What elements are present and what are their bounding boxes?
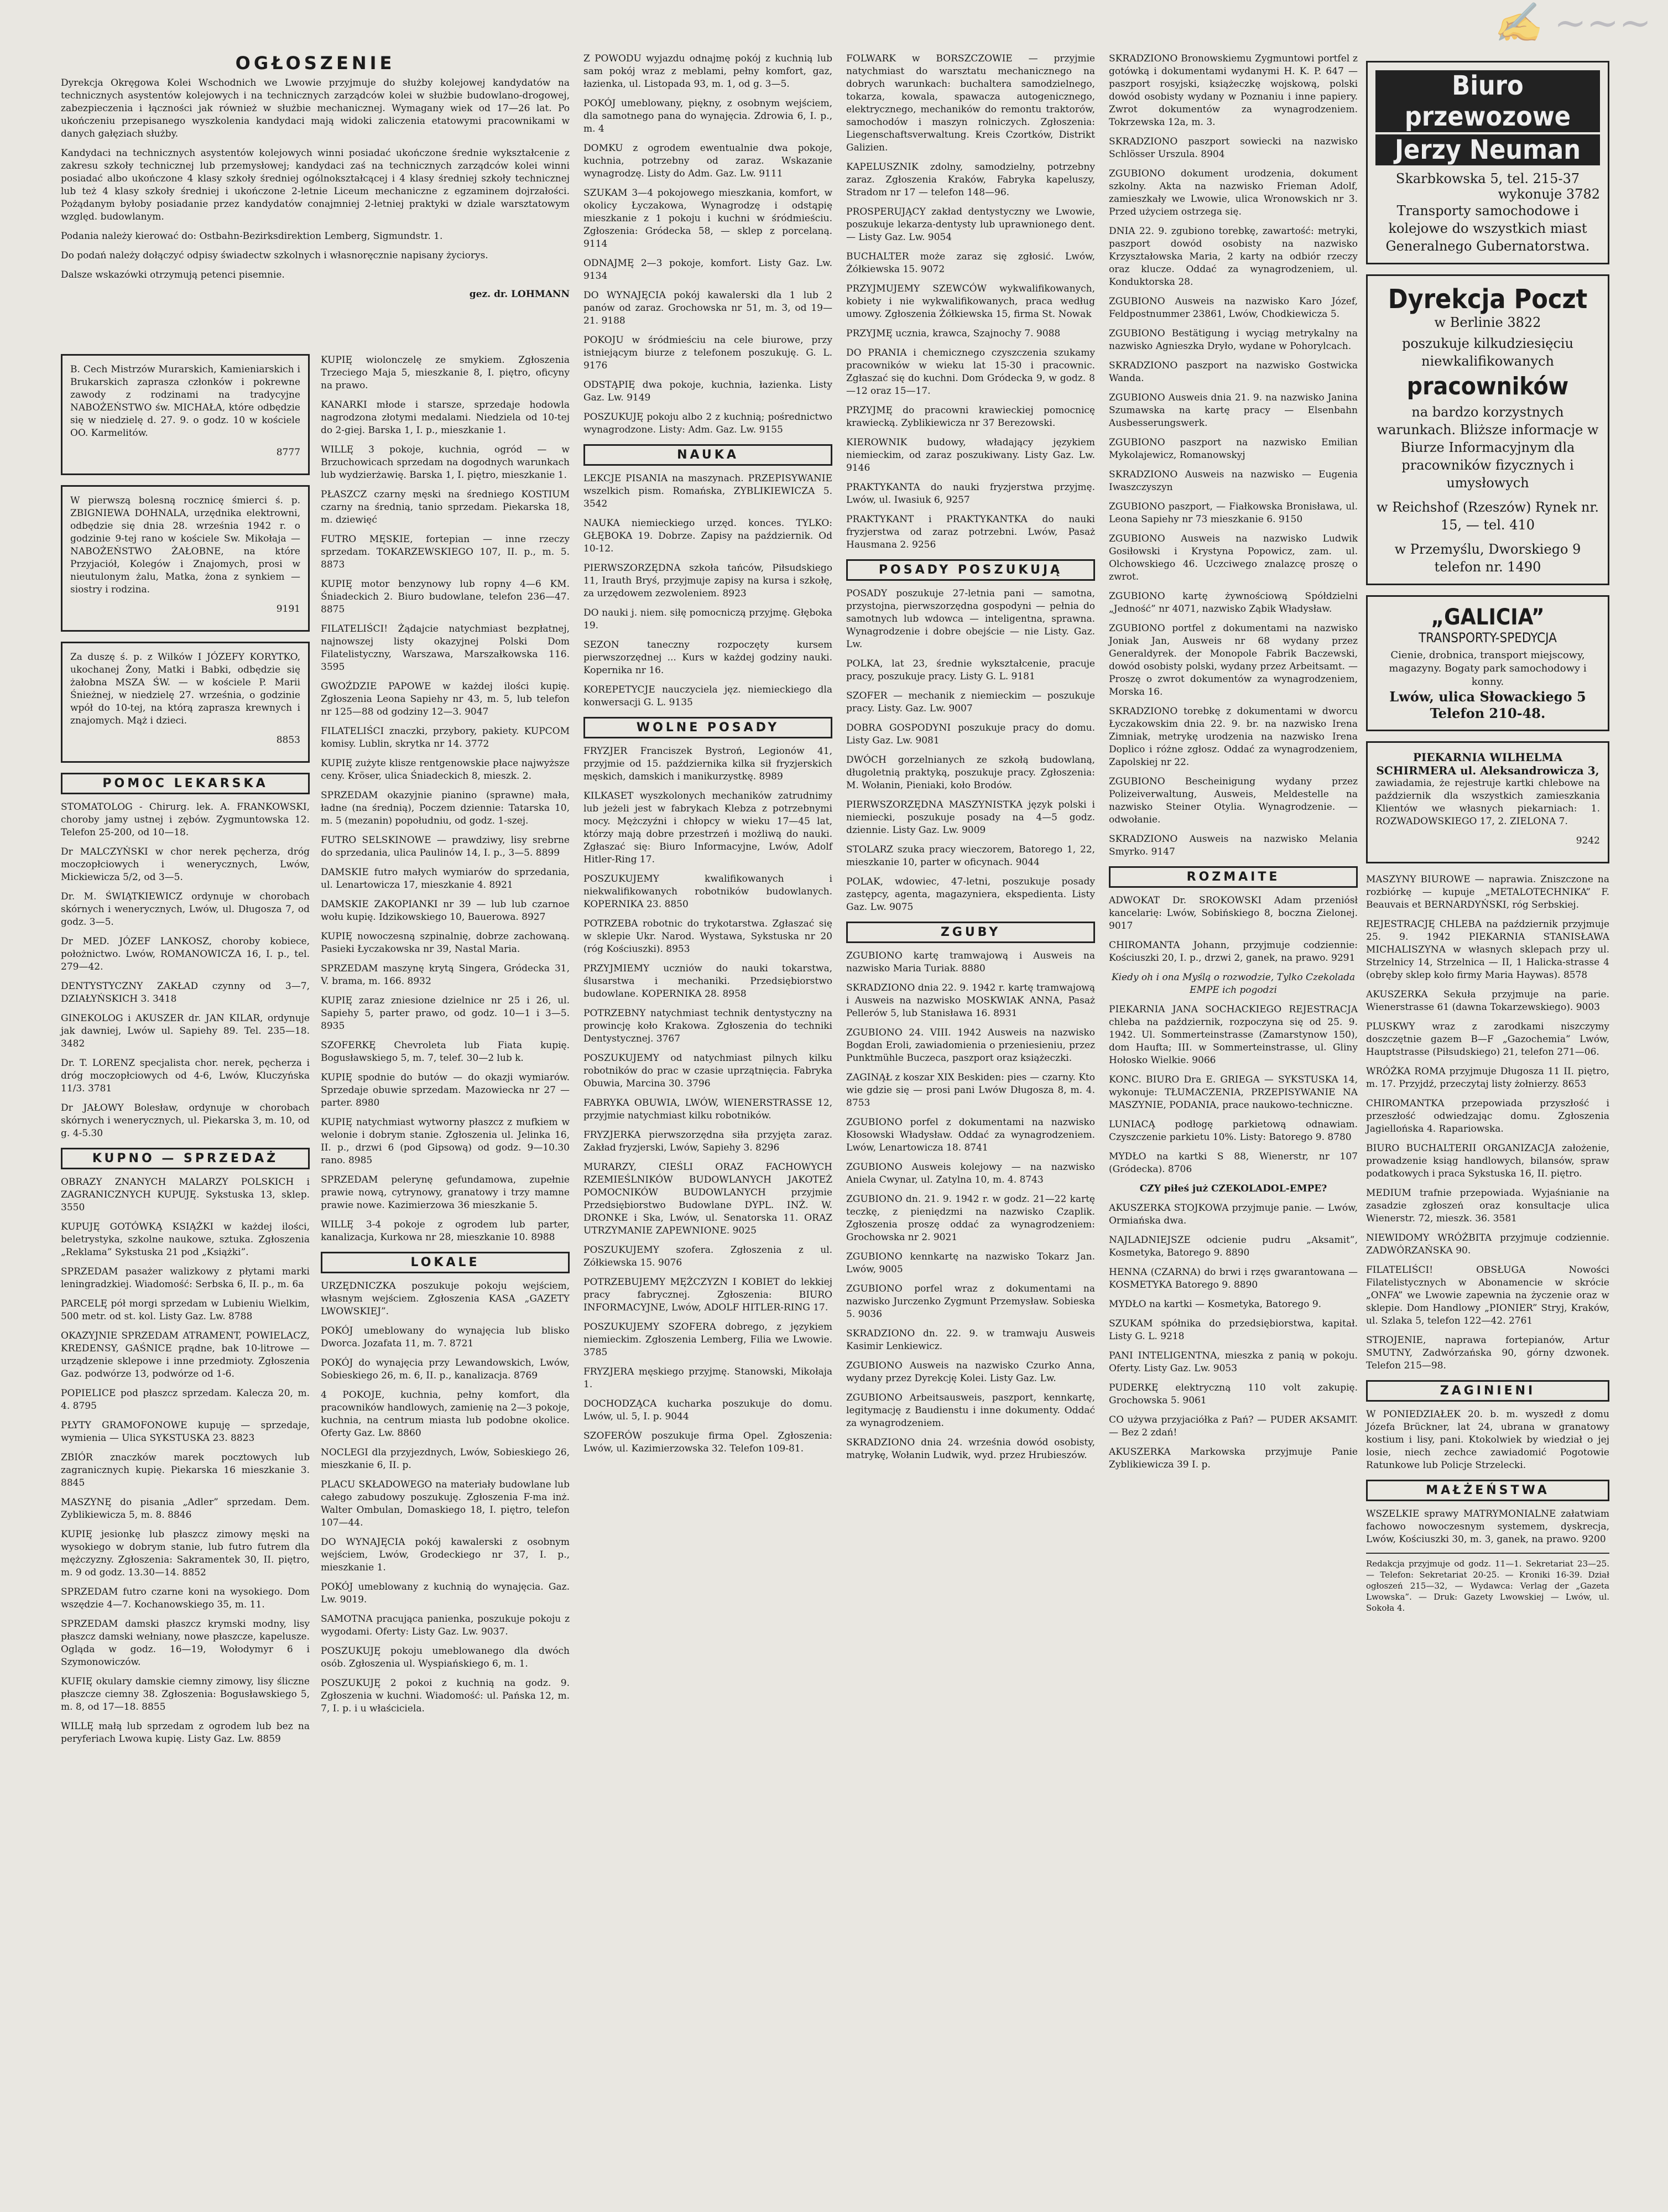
list-item: STOMATOLOG - Chirurg. lek. A. FRANKOWSKI, choroby jamy ustnej i zębów. Zygmuntowska 12. Telefon 25-200, od 10—18. (61, 801, 310, 838)
list-item: SAMOTNA pracująca panienka, poszukuje pokoju z wygodami. Oferty: Listy Gaz. Lw. 9037. (321, 1614, 570, 1637)
obituary-number: 9191 (276, 603, 300, 615)
list-item: NOCLEGI dla przyjezdnych, Lwów, Sobieskiego 26, mieszkanie 6, II. p. (321, 1447, 570, 1471)
list-item: Kiedy oh i ona Myślą o rozwodzie, Tylko Czekolada EMPE ich pogodzi (1111, 972, 1356, 996)
box-title: Biuro przewozowe (1375, 70, 1600, 132)
list-item: ZGUBIONO dokument urodzenia, dokument szkolny. Akta na nazwisko Frieman Adolf, zamieszkały we Lwowie, ulica Wronowskich nr 3. Przed użyciem ostrzega się. (1109, 168, 1358, 217)
box-place-1: w Reichshof (Rzeszów) Rynek nr. 15, — tel. 410 (1377, 499, 1599, 533)
list-item: POKÓJ umeblowany do wynajęcia lub blisko Dworca. Jozafata 11, m. 7. 8721 (321, 1325, 570, 1349)
list-item: DAMSKIE futro małych wymiarów do sprzedania, ul. Lenartowicza 17, mieszkanie 4. 8921 (321, 867, 570, 891)
list-item: PRAKTYKANTA do nauki fryzjerstwa przyjmę. Lwów, ul. Iwasiuk 6, 9257 (846, 482, 1095, 506)
list-item: POKÓJ umeblowany, piękny, z osobnym wejściem, dla samotnego pana do wynajęcia. Zdrowia 6, I. p., m. 4 (583, 98, 832, 134)
obituary-text: Za duszę ś. p. z Wilków I JÓZEFY KORYTKO, ukochanej Żony, Matki i Babki, odbędzie się żałobna MSZA ŚW. — w kościele P. Marii Śnieżnej, w niedzielę 27. września, o godzinie wpół do 10-tej, na którą zaprasza krewnych i znajomych. Mąż i dzieci. (70, 652, 300, 726)
list-item: OKAZYJNIE SPRZEDAM ATRAMENT, POWIELACZ, KREDENSY, GAŚNICE prądne, bak 10-litrowe — urządzenie sklepowe i inne przedmioty. Zgłoszenia Gaz. podwórze 13, podwórze od 1-6. (61, 1330, 310, 1380)
list-item: ZAGINĄŁ z koszar XIX Beskiden: pies — czarny. Kto wie gdzie się — prosi pani Lwów Długosza 8, m. 4. 8753 (846, 1072, 1095, 1108)
list-item: BIURO BUCHALTERII ORGANIZACJA założenie, prowadzenie ksiąg handlowych, bilansów, spraw podatkowych i praca Sykstuska 16, II. piętro. (1366, 1143, 1609, 1179)
medical-list (61, 801, 310, 1140)
ads-list (1109, 53, 1358, 858)
header-text-5: Dalsze wskazówki otrzymują petenci pisemnie. (61, 269, 285, 280)
list-item: ZGUBIONO 24. VIII. 1942 Ausweis na nazwisko Bogdan Eroli, zawiadomienia o przeniesieniu, przez Punktmühle Buczeca, paszport oraz książeczki. (846, 1027, 1095, 1064)
list-item: PANI INTELIGENTNA, mieszka z panią w pokoju. Oferty. Listy Gaz. Lw. 9053 (1109, 1350, 1358, 1374)
sale-list (61, 1176, 310, 1746)
list-item: ZGUBIONO porfel wraz z dokumentami na nazwisko Jurczenko Zygmunt Przemysław. Sobieska 5. 9036 (846, 1283, 1095, 1320)
list-item: POTRZEBA robotnic do trykotarstwa. Zgłaszać się w sklepie Ukr. Narod. Wystawa, Sykstuska nr 20 (róg Kościuszki). 8953 (583, 918, 832, 955)
list-item: WILLĘ 3 pokoje, kuchnia, ogród — w Brzuchowicach sprzedam na dogodnych warunkach lub wydzierżawię. Barska 1, I. piętro, mieszkanie 1. (321, 444, 570, 481)
list-item: KUPIĘ nowoczesną szpinalnię, dobrze zachowaną. Pasieki Łyczakowska nr 39, Nastal Maria. (321, 931, 570, 955)
list-item: KANARKI młode i starsze, sprzedaje hodowla nagrodzona złotymi medalami. Niedziela od 10-tej do 2-giej. Barska 1, I. p., mieszkanie 1. (321, 399, 570, 436)
nauka-list (583, 472, 832, 709)
list-item: SZUKAM 3—4 pokojowego mieszkania, komfort, w okolicy Łyczakowa, Wynagrodzę i odstąpię mieszkanie z 1 pokoju i kuchni w śródmieściu. Zgłoszenia: Gródecka 58, — sklep z porcelaną. 9114 (583, 188, 832, 249)
box-highlight: pracowników (1406, 372, 1569, 400)
poszukuja-list (846, 587, 1095, 914)
list-item: Dr JAŁOWY Bolesław, ordynuje w chorobach skórnych i wenerycznych, ul. Piekarska 3, m. 10, od g. 4-5.30 (61, 1102, 310, 1139)
box-number: 9242 (1576, 835, 1600, 846)
list-item: POLAK, wdowiec, 47-letni, poszukuje posady zastępcy, agenta, magazyniera, ekspedienta. Listy Gaz. Lw. 9075 (846, 876, 1095, 913)
list-item: FRYZJERA męskiego przyjmę. Stanowski, Mikołaja 1. (583, 1366, 832, 1390)
list-item: SKRADZIONO dn. 22. 9. w tramwaju Ausweis Kasimir Lenkiewicz. (846, 1328, 1095, 1352)
list-item: POKOJU w śródmieściu na cele biurowe, przy istniejącym biurze z telefonem poszukuję. G. L. 9176 (583, 335, 832, 371)
post-directorate-box (1366, 274, 1609, 585)
divider (1366, 1553, 1609, 1554)
list-item: POSZUKUJĘ pokoju albo 2 z kuchnią; pośrednictwo wynagrodzone. Listy: Adm. Gaz. Lw. 9155 (583, 412, 832, 435)
header-sign: gez. dr. LOHMANN (469, 289, 570, 300)
list-item: ZGUBIONO kartę tramwajową i Ausweis na nazwisko Maria Turiak. 8880 (846, 950, 1095, 974)
list-item: PLACU SKŁADOWEGO na materiały budowlane lub całego zabudowy poszukuję. Zgłoszenia F-ma inż. Walter Ombulan, Domaskiego 18, I. piętro, telefon 107—44. (321, 1479, 570, 1528)
list-item: BUCHALTER może zaraz się zgłosić. Lwów, Żółkiewska 15. 9072 (846, 251, 1095, 275)
list-item: FUTRO MĘSKIE, fortepian — inne rzeczy sprzedam. TOKARZEWSKIEGO 107, II. p., m. 5. 8873 (321, 534, 570, 570)
box-subtitle: w Berlinie 3822 (1434, 315, 1541, 330)
list-item: SPRZEDAM damski płaszcz krymski modny, lisy płaszcz damski wełniany, nowe płaszcze, kapelusze. Ogląda w godz. 16—19, Wołodymyr 6 i Szymonowiczów. (61, 1618, 310, 1668)
list-item: KUPIĘ jesionkę lub płaszcz zimowy męski na wysokiego w dobrym stanie, lub futro futrem dla mężczyzny. Zgłoszenia: Sakramentek 30, II. piętro, m. 9 od godz. 13.30—14. 8852 (61, 1529, 310, 1578)
list-item: SPRZEDAM maszynę krytą Singera, Gródecka 31, V. brama, m. 166. 8932 (321, 963, 570, 987)
list-item: SZOFERKĘ Chevroleta lub Fiata kupię. Bogusławskiego 5, m. 7, telef. 30—2 lub k. (321, 1040, 570, 1064)
list-item: KUPUJĘ GOTÓWKĄ KSIĄŻKI w każdej ilości, beletrystyka, szkolne naukowe, sztuka. Zgłoszenia „Reklama” Sykstuska 21 pod „Książki”. (61, 1221, 310, 1258)
list-item: MYDŁO na kartki — Kosmetyka, Batorego 9. (1109, 1299, 1322, 1310)
list-item: KUPIĘ motor benzynowy lub ropny 4—6 KM. Śniadeckich 2. Biuro budowlane, telefon 236—47. 8875 (321, 579, 570, 615)
header-text-3: Podania należy kierować do: Ostbahn-Bezirksdirektion Lemberg, Sigmundstr. 1. (61, 231, 443, 242)
box-name: Jerzy Neuman (1375, 134, 1600, 165)
section-header-zaginieni: ZAGINIENI (1366, 1380, 1609, 1402)
column-3 (583, 53, 832, 1462)
obituary-box-2 (61, 642, 310, 763)
list-item: FABRYKA OBUWIA, LWÓW, WIENERSTRASSE 12, przyjmie natychmiast kilku robotników. (583, 1097, 832, 1121)
list-item: CO używa przyjaciółka z Pań? — PUDER AKSAMIT. — Bez 2 zdań! (1109, 1414, 1358, 1438)
list-item: DO WYNAJĘCIA pokój kawalerski z osobnym wejściem, Lwów, Grodeckiego nr 37, I. p., mieszkanie 1. (321, 1537, 570, 1573)
header-text-4: Do podań należy dołączyć odpisy świadectw szkolnych i własnoręcznie napisany życiorys. (61, 250, 488, 261)
list-item: DOBRA GOSPODYNI poszukuje pracy do domu. Listy Gaz. Lw. 9081 (846, 722, 1095, 746)
list-item: FUTRO SELSKINOWE — prawdziwy, lisy srebrne do sprzedania, ulica Paulinów 14, I. p., 3—5. 8899 (321, 835, 570, 858)
list-item: PLUSKWY wraz z zarodkami niszczymy doszczętnie gazem B—F „Gazochemia” Lwów, Hauptstrasse (Piłsudskiego) 21, telefon 271—06. (1366, 1021, 1609, 1058)
column-6 (1366, 61, 1609, 1620)
list-item: GWOŹDZIE PAPOWE w każdej ilości kupię. Zgłoszenia Leona Sapiehy nr 43, m. 5, lub telefon nr 125—88 od godziny 12—3. 9047 (321, 681, 570, 717)
list-item: KIEROWNIK budowy, władający językiem niemieckim, od zaraz poszukiwany. Listy Gaz. Lw. 9146 (846, 437, 1095, 473)
list-item: Dr MED. JÓZEF LANKOSZ, choroby kobiece, położnictwo. Lwów, ROMANOWICZA 16, I. p., tel. 279—42. (61, 936, 310, 972)
section-header-lokale: LOKALE (321, 1252, 570, 1273)
list-item: ADWOKAT Dr. SROKOWSKI Adam przeniósł kancelarię: Lwów, Sobińskiego 8, boczna Zielonej. 9017 (1109, 895, 1358, 931)
list-item: PRZYJMIEMY uczniów do nauki tokarstwa, ślusarstwa i mechaniki. Przedsiębiorstwo budowlane. KOPERNIKA 28. 8958 (583, 963, 832, 1000)
list-item: FRYZJER Franciszek Bystroń, Legionów 41, przyjmie od 15. października kilka sił fryzjerskich męskich, damskich i manikurzystkę. 8989 (583, 746, 832, 782)
list-item: MASZYNY BIUROWE — naprawia. Zniszczone na rozbiórkę — kupuje „METALOTECHNIKA” F. Beauvais et BERNARDYŃSKI, róg Serbskiej. (1366, 874, 1609, 910)
missing-notice: W PONIEDZIAŁEK 20. b. m. wyszedł z domu Józefa Brückner, lat 24, ubrana w granatowy kostium i lisy, pani. Ktokolwiek by wiedział o jej losie, niech zechce zawiadomić Pogotowie Ratunkowe lub Policje Strzelecki. (1366, 1409, 1609, 1471)
list-item: DO WYNAJĘCIA pokój kawalerski dla 1 lub 2 panów od zaraz. Grochowska nr 51, m. 3, od 19—21. 9188 (583, 290, 832, 326)
list-item: CHIROMANTKA przepowiada przyszłość i przeszłość odwiedzając domu. Zgłoszenia Jagiellońska 4. Rapariowska. (1366, 1098, 1609, 1134)
list-item: MYDŁO na kartki S 88, Wienerstr, nr 107 (Gródecka). 8706 (1109, 1151, 1358, 1175)
section-header-nauka: NAUKA (583, 444, 832, 466)
posady-list (583, 745, 832, 1455)
list-item: WILLĘ 3-4 pokoje z ogrodem lub parter, kanalizacja, Kurkowa nr 28, mieszkanie 10. 8988 (321, 1219, 570, 1243)
list-item: SEZON taneczny rozpoczęty kursem pierwszorzędnej ... Kurs w każdej godziny nauki. Kopernika nr 16. (583, 639, 832, 676)
header-text: Dyrekcja Okręgowa Kolei Wschodnich we Lwowie przyjmuje do służby kolejowej kandydatów na technicznych asystentów kolejowych i na technicznych zarządców kolei w służbie budowlano-drogowej, zabezpieczenia i łączności jak również w służbie mechanicznej. Wymagany wiek od 17—26 lat. Po ukończeniu przepisanego wyszkolenia kandydaci mają widoki zaliczenia etatowymi pracownikami w danych gałęziach służby. (61, 77, 570, 139)
list-item: KUPIĘ wiolonczelę ze smykiem. Zgłoszenia Trzeciego Maja 5, mieszkanie 8, I. piętro, oficyny na prawo. (321, 355, 570, 391)
list-item: POLKA, lat 23, średnie wykształcenie, pracuje pracy, poszukuje pracy. Listy G. L. 9181 (846, 658, 1095, 682)
list-item: DOCHODZĄCA kucharka poszukuje do domu. Lwów, ul. 5, I. p. 9044 (583, 1398, 832, 1422)
list-item: FILATELIŚCI! Żądajcie natychmiast bezpłatnej, najnowszej listy okazyjnej Polski Dom Filatelistyczny, Warszawa, Marszałkowska 116. 3595 (321, 623, 570, 673)
list-item: WILLĘ małą lub sprzedam z ogrodem lub bez na peryferiach Lwowa kupię. Listy Gaz. Lw. 8859 (61, 1721, 310, 1745)
obituary-text: W pierwszą bolesną rocznicę śmierci ś. p. ZBIGNIEWA DOHNALA, urzędnika elektrowni, odbędzie się dnia 28. września 1942 r. o godzinie 9-tej rano w kościele Sw. Mikołaja — NABOŻEŃSTWO ŻAŁOBNE, na które Przyjaciół, Kolegów i Znajomych, prosi w nieutulonym żalu, Matka, żona z synkiem — siostry i rodzina. (70, 495, 300, 595)
list-item: KUPIĘ spodnie do butów — do okazji wymiarów. Sprzedaje obuwie sprzedam. Mazowiecka nr 27 — parter. 8980 (321, 1072, 570, 1108)
list-item: ZBIÓR znaczków marek pocztowych lub zagranicznych kupię. Piekarska 16 mieszkanie 3. 8845 (61, 1452, 310, 1488)
list-item: ZGUBIONO dn. 21. 9. 1942 r. w godz. 21—22 kartę teczkę, z pieniędzmi na nazwisko Czaplik. Zgłoszenia proszę oddać za wynagrodzeniem: Grochowska nr 2. 9021 (846, 1194, 1095, 1243)
header-text-2: Kandydaci na technicznych asystentów kolejowych winni posiadać ukończone średnie wykształcenie z zakresu szkoły technicznej lub przemysłowej; kandydaci zaś na technicznych zarządców kolei winni posiadać albo ukończone 4 klasy szkoły średniej ogólnokształcącej i 4 klasy średniej szkoły technicznej lub też 4 klasy szkoły średniej i ukończone 2-letnie Liceum mechaniczne z egzaminem dojrzałości. Pożądanym byłoby posiadanie przez kandydatów conajmniej 2-letniej praktyki w dziale warsztatowym względ. budowlanym. (61, 148, 570, 222)
column-5 (1109, 53, 1358, 1478)
list-item: SKRADZIONO paszport sowiecki na nazwisko Schlösser Urszula. 8904 (1109, 136, 1358, 160)
list-item: PROSPERUJĄCY zakład dentystyczny we Lwowie, poszukuje lekarza-dentysty lub uprawnionego dent. — Listy Gaz. Lw. 9054 (846, 206, 1095, 243)
section-header-zguby: ZGUBY (846, 922, 1095, 943)
list-item: FOLWARK w BORSZCZOWIE — przyjmie natychmiast do warsztatu mechanicznego na dobrych warunkach: buchaltera samodzielnego, tokarza, kowala, spawacza autogenicznego, elektrycznego, mechaników do remontu traktorów, samochodów i maszyn rolniczych. Zgłoszenia: Liegenschaftsverwaltung. Kreis Czortków, Distrikt Galizien. (846, 53, 1095, 153)
box-number: wykonuje 3782 (1498, 186, 1600, 202)
list-item: DO nauki j. niem. siłę pomocniczą przyjmę. Głęboka 19. (583, 607, 832, 631)
list-item: NAUKA niemieckiego urzęd. konces. TYLKO: GŁĘBOKA 19. Dobrze. Zapisy na październik. Od 10-12. (583, 518, 832, 554)
header-title: OGŁOSZENIE (235, 53, 395, 74)
box-title: Dyrekcja Poczt (1388, 284, 1588, 315)
box-subtitle: TRANSPORTY-SPEDYCJA (1419, 630, 1557, 646)
section-header-posady-poszukuja: POSADY POSZUKUJĄ (846, 559, 1095, 581)
marriage-notice: WSZELKIE sprawy MATRYMONIALNE załatwiam fachowo nowoczesnym systemem, dyskrecja, Lwów, Kościuszki 30, m. 3, ganek, na prawo. 9200 (1366, 1508, 1609, 1545)
section-header-medical: POMOC LEKARSKA (61, 773, 310, 794)
section-header-rozmaite: ROZMAITE (1109, 866, 1358, 888)
list-item: SZOFERÓW poszukuje firma Opel. Zgłoszenia: Lwów, ul. Kazimierzowska 32. Telefon 109-81. (583, 1430, 832, 1454)
list-item: SZOFER — mechanik z niemieckim — poszukuje pracy. Listy. Gaz. Lw. 9007 (846, 690, 1095, 714)
list-item: ZGUBIONO Ausweis na nazwisko Ludwik Gosiłowski i Krystyna Popowicz, zam. ul. Olchowskiego 46. Uczciwego znalazcę proszę o zwrot. (1109, 533, 1358, 582)
list-item: ZGUBIONO kartę żywnościową Spółdzielni „Jedność” nr 4071, nazwisko Ząbik Władysław. (1109, 591, 1358, 615)
list-item: LUNIACĄ podłogę parkietową odnawiam. Czyszczenie parkietu 10%. Listy: Batorego 9. 8780 (1109, 1119, 1358, 1143)
list-item: POSADY poszukuje 27-letnia pani — samotna, przystojna, pierwszorzędna gospodyni — pełnia do samotnych lub wdowca — inteligentna, sprawna. Wynagrodzenie i dobre obejście — nie Listy. Gaz. Lw. (846, 588, 1095, 650)
obituary-number: 8853 (276, 735, 300, 746)
list-item: PŁASZCZ czarny męski na średniego KOSTIUM czarny na średnią, tanio sprzedam. Piekarska 18, m. dziewięć (321, 489, 570, 525)
list-item: MASZYNĘ do pisania „Adler” sprzedam. Dem. Zyblikiewicza 5, m. 8. 8846 (61, 1497, 310, 1521)
list-item: DWÓCH gorzelnianych ze szkołą budowlaną, długoletnią praktyką, poszukuje pracy. Zgłoszenia: M. Wołanin, Pieniaki, koło Brodów. (846, 754, 1095, 791)
list-item: ZGUBIONO Ausweis na nazwisko Czurko Anna, wydany przez Dyrekcję Kolei. Listy Gaz. Lw. (846, 1360, 1095, 1384)
list-item: ZGUBIONO Bescheinigung wydany przez Polizeiverwaltung, Ausweis, Meldestelle na nazwisko Steiner Otylia. Wynagrodzenie. — odwołanie. (1109, 776, 1358, 825)
bakery-box (1366, 741, 1609, 863)
notice-number: 8777 (276, 447, 300, 458)
ads-list (846, 53, 1095, 551)
list-item: POKÓJ umeblowany z kuchnią do wynajęcia. Gaz. Lw. 9019. (321, 1581, 570, 1605)
box-text: Cienie, drobnica, transport miejscowy, magazyny. Bogaty park samochodowy i konny. (1389, 649, 1587, 688)
footer-imprint: Redakcja przyjmuje od godz. 11—1. Sekretariat 23—25. — Telefon: Sekretariat 20-25. — Kroniki 16-39. Dział ogłoszeń 215—32, — Wydawca: Verlag der „Gazeta Lwowska”. — Druk: Gazety Lwowskiej — Lwów, ul. Sokoła 4. (1366, 1559, 1609, 1613)
column-1 (61, 354, 310, 1752)
list-item: ODSTĄPIĘ dwa pokoje, kuchnia, łazienka. Listy Gaz. Lw. 9149 (583, 379, 832, 403)
box-address: Skarbkowska 5, tel. 215-37 (1395, 171, 1580, 186)
list-item: ZGUBIONO Bestätigung i wyciąg metrykalny na nazwisko Agnieszka Dryło, wydane w Pohorylcach. (1109, 328, 1358, 352)
list-item: FRYZJERKA pierwszorzędna siła przyjęta zaraz. Zakład fryzjerski, Lwów, Sapiehy 3. 8296 (583, 1130, 832, 1153)
list-item: POTRZEBNY natychmiast technik dentystyczny na prowincję koło Krakowa. Zgłoszenia do techniki Dentystycznej. 3767 (583, 1008, 832, 1044)
list-item: SPRZEDAM pasażer walizkowy z płytami marki leningradzkiej. Wiadomość: Serbska 6, II. p., m. 6a (61, 1266, 310, 1290)
list-item: 4 POKOJE, kuchnia, pełny komfort, dla pracowników handlowych, zamienię na 2—3 pokoje, kuchnia, na centrum miasta lub podobne okolice. Oferty Gaz. Lw. 8860 (321, 1389, 570, 1439)
list-item: SKRADZIONO paszport na nazwisko Gostwicka Wanda. (1109, 360, 1358, 384)
list-item: NAJLADNIEJSZE odcienie pudru „Aksamit”, Kosmetyka, Batorego 9. 8890 (1109, 1235, 1358, 1258)
column-4 (846, 53, 1095, 1469)
handwritten-mark: ✍ ~~~ (1493, 0, 1651, 45)
list-item: KUFIĘ okulary damskie ciemny zimowy, lisy śliczne płaszcze ciemny 38. Zgłoszenia: Bogusławskiego 5, m. 8, od 17—18. 8855 (61, 1676, 310, 1713)
ads-list (1366, 873, 1609, 1372)
ads-list (583, 53, 832, 436)
notice-text: B. Cech Mistrzów Murarskich, Kamieniarskich i Brukarskich zaprasza członków i pokrewne zawody z rodzinami na tradycyjne NABOŻEŃSTWO św. MICHAŁA, które odbędzie się w niedzielę d. 27. 9. o godz. 10 w kościele OO. Karmelitów. (70, 364, 300, 439)
list-item: DO PRANIA i chemicznego czyszczenia szukamy pracowników w wieku lat 15-30 i pracownic. Zgłaszać się do kuchni. Dom Gródecka 9, w godz. 8—12 oraz 15—17. (846, 347, 1095, 397)
column-2 (321, 354, 570, 1722)
list-item: ZGUBIONO porfel z dokumentami na nazwisko Kłosowski Władysław. Oddać za wynagrodzeniem. Lwów, Lenartowicza 18. 8741 (846, 1117, 1095, 1153)
list-item: ZGUBIONO Arbeitsausweis, paszport, kennkartę, legitymację z Baudienstu i inne dokumenty. Oddać za wynagrodzeniem. (846, 1392, 1095, 1429)
list-item: SKRADZIONO Bronowskiemu Zygmuntowi portfel z gotówką i dokumentami wydanymi H. K. P. 647 — paszport rosyjski, książeczkę wojskową, polski dowód osobisty wydany w Poznaniu i inne papiery. Zwrot dokumentów za wynagrodzeniem. Tokrzewska 12a, m. 3. (1109, 53, 1358, 128)
list-item: POSZUKUJĘ 2 pokoi z kuchnią na godz. 9. Zgłoszenia w kuchni. Wiadomość: ul. Pańska 12, m. 7, I. p. i u właściciela. (321, 1678, 570, 1714)
list-item: LEKCJE PISANIA na maszynach. PRZEPISYWANIE wszelkich pism. Romańska, ZYBLIKIEWICZA 5. 3542 (583, 473, 832, 509)
list-item: PRZYJMĘ ucznia, krawca, Szajnochy 7. 9088 (846, 328, 1061, 339)
list-item: POPIELICE pod płaszcz sprzedam. Kalecza 20, m. 4. 8795 (61, 1388, 310, 1412)
list-item: AKUSZERKA STOJKOWA przyjmuje panie. — Lwów, Ormiańska dwa. (1109, 1203, 1358, 1226)
list-item: SPRZEDAM pelerynę gefundamowa, zupełnie prawie nową, cytrynowy, granatowy i trzy mamne prawie nowe. Kazimierzowa 36 mieszkanie 5. (321, 1174, 570, 1211)
list-item: STROJENIE, naprawa fortepianów, Artur SMUTNY, Zadwórzańska 90, górny dzwonek. Telefon 215—98. (1366, 1335, 1609, 1371)
list-item: KAPELUSZNIK zdolny, samodzielny, potrzebny zaraz. Zgłoszenia Kraków, Fabryka kapeluszy, Stradom nr 17 — telefon 148—96. (846, 162, 1095, 198)
section-header-malzenstwa: MAŁŻEŃSTWA (1366, 1480, 1609, 1501)
list-item: CZY piłeś już CZEKOLADOL-EMPE? (1139, 1183, 1327, 1194)
list-item: Dr MALCZYŃSKI w chor nerek pęcherza, dróg moczopłciowych i wenerycznych, Lwów, Mickiewicza 5/2, od 3—5. (61, 846, 310, 883)
list-item: OBRAZY ZNANYCH MALARZY POLSKICH i ZAGRANICZNYCH KUPUJĘ. Sykstuska 13, sklep. 3550 (61, 1177, 310, 1213)
box-text: zawiadamia, że rejestruje kartki chlebowe na październik dla wszystkich zamieszkania Klientów we własnych piekarniach: 1. ROZWADOWSKIEGO 17, 2. ZIELONA 7. (1375, 778, 1600, 827)
list-item: ZGUBIONO Ausweis na nazwisko Karo Józef, Feldpostnummer 23861, Lwów, Chodkiewicza 5. (1109, 296, 1358, 320)
list-item: KILKASET wyszkolonych mechaników zatrudnimy lub jeżeli jest w fabrykach Klebza z potrzebnymi mocy. Mężczyźni i chłopcy w wieku 17—45 lat, którzy mają dobre przestrzeń i możliwą do nauki. Zgłaszać się: Biuro Informacyjne, Lwów, Adolf Hitler-Ring 17. (583, 790, 832, 865)
list-item: PRZYJMUJEMY SZEWCÓW wykwalifikowanych, kobiety i nie wykwalifikowanych, praca według umowy. Zgłoszenia Żółkiewska 15, firma St. Nowak (846, 283, 1095, 320)
list-item: REJESTRACJĘ CHLEBA na październik przyjmuje 25. 9. 1942 PIEKARNIA STANISŁAWA MICHALISZYNA w własnych sklepach przy ul. Strzelnicy 14, Strzelnica — II, 1 Halicka-strasse 4 (obręby sklep koło firmy Maria Haywas). 8578 (1366, 919, 1609, 981)
list-item: AKUSZERKA Sekuła przyjmuje na parie. Wienerstrasse 61 (dawna Tokarzewskiego). 9003 (1366, 989, 1609, 1013)
list-item: AKUSZERKA Markowska przyjmuje Panie Zyblikiewicza 39 I. p. (1109, 1446, 1358, 1470)
list-item: PIERWSZORZĘDNA MASZYNISTKA język polski i niemiecki, poszukuje posady na 4—5 godz. dziennie. Listy Gaz. Lw. 9009 (846, 799, 1095, 836)
list-item: HENNA (CZARNA) do brwi i rzęs gwarantowana — KOSMETYKA Batorego 9. 8890 (1109, 1267, 1358, 1290)
list-item: PRAKTYKANT i PRAKTYKANTKA do nauki fryzjerstwa od zaraz potrzebni. Lwów, Pasaż Hausmana 2. 9256 (846, 514, 1095, 550)
list-item: SKRADZIONO Ausweis na nazwisko Melania Smyrko. 9147 (1109, 834, 1358, 857)
list-item: DAMSKIE ZAKOPIANKI nr 39 — lub lub czarnoe wołu kupię. Idzikowskiego 10, Bauerowa. 8927 (321, 899, 570, 923)
box-text: poszukuje kilkudziesięciu niewkalifikowanych (1401, 336, 1574, 369)
list-item: POSZUKUJĘ pokoju umeblowanego dla dwóch osób. Zgłoszenia ul. Wyspiańskiego 6, m. 1. (321, 1646, 570, 1669)
obituary-box-1 (61, 485, 310, 632)
galicia-box (1366, 595, 1609, 731)
list-item: ZGUBIONO paszport na nazwisko Emilian Mykolajewicz, Romanowskyj (1109, 437, 1358, 461)
rozmaite-list (1109, 894, 1358, 1471)
list-item: MURARZY, CIEŚLI ORAZ FACHOWYCH RZEMIEŚLNIKÓW BUDOWLANYCH JAKOTEŻ POMOCNIKÓW BUDOWLANYCH przyjmie Przedsiębiorstwo Budowlane DYPL. INŻ. W. DRONKE i Ska, Lwów, ul. Senatorska 11. ORAZ UTRZYMANIE ZAPEWNIONE. 9025 (583, 1162, 832, 1236)
list-item: Z POWODU wyjazdu odnajmę pokój z kuchnią lub sam pokój wraz z meblami, pełny komfort, gaz, łazienka, ul. Listopada 93, m. 1, od g. 3—5. (583, 53, 832, 90)
list-item: DNIA 22. 9. zgubiono torebkę, zawartość: metryki, paszport dowód osobisty na nazwisko Krzyształowska Maria, 2 karty na odbiór rzeczy oraz klucze. Oddać za wynagrodzeniem, ul. Konduktorska 28. (1109, 226, 1358, 288)
list-item: ZGUBIONO Ausweis kolejowy — na nazwisko Aniela Cwynar, ul. Zatylna 10, m. 4. 8743 (846, 1162, 1095, 1185)
list-item: POTRZEBUJEMY MĘŻCZYZN I KOBIET do lekkiej pracy fabrycznej. Zgłoszenia: BIURO INFORMACYJNE, Lwów, ADOLF HITLER-RING 17. (583, 1277, 832, 1313)
list-item: ZGUBIONO kennkartę na nazwisko Tokarz Jan. Lwów, 9005 (846, 1251, 1095, 1275)
notice-box-1 (61, 354, 310, 475)
list-item: ZGUBIONO portfel z dokumentami na nazwisko Joniak Jan, Ausweis nr 68 wydany przez Generaldyrek. der Monopole Fabrik Baczewski, dowód osobisty polski, wydany przez Arbeitsamt. — Proszę o zwrot dokumentów za wynagrodzeniem, Morska 16. (1109, 623, 1358, 698)
list-item: FILATELIŚCI znaczki, przybory, pakiety. KUPCOM komisy. Lublin, skrytka nr 14. 3772 (321, 726, 570, 750)
box-place-2: w Przemyślu, Dworskiego 9 telefon nr. 1490 (1394, 542, 1581, 575)
list-item: PŁYTY GRAMOFONOWE kupuję — sprzedaje, wymienia — Ulica SYKSTUSKA 23. 8823 (61, 1420, 310, 1444)
box-text-2: na bardzo korzystnych warunkach. Bliższe informacje w Biurze Informacyjnym dla pracowników fizycznych i umysłowych (1377, 404, 1599, 491)
list-item: MEDIUM trafnie przepowiada. Wyjaśnianie na zasadzie zgłoszeń oraz konsultacje ulica Wienerstr. 72, mieszk. 36. 3581 (1366, 1188, 1609, 1224)
section-header-sale: KUPNO — SPRZEDAŻ (61, 1148, 310, 1169)
transport-office-box (1366, 61, 1609, 264)
list-item: SPRZEDAM futro czarne koni na wysokiego. Dom wszędzie 4—7. Kochanowskiego 35, m. 11. (61, 1586, 310, 1610)
list-item: POSZUKUJEMY od natychmiast pilnych kilku robotników do prac w czasie uprzątnięcia. Fabryka Obuwia, Marcina 30. 3796 (583, 1053, 832, 1089)
list-item: KUPIĘ natychmiast wytworny płaszcz z mufkiem w welonie i dobrym stanie. Zgłoszenia ul. Jelinka 16, II. p., drzwi 6 (pod Gipsową) od godz. 9—10.30 rano. 8985 (321, 1117, 570, 1166)
list-item: SKRADZIONO Ausweis na nazwisko — Eugenia Iwaszczyszyn (1109, 469, 1358, 493)
list-item: POKÓJ do wynajęcia przy Lewandowskich, Lwów, Sobieskiego 26, m. 6, II. p., kanalizacja. 8769 (321, 1357, 570, 1381)
list-item: POSZUKUJEMY szofera. Zgłoszenia z ul. Zółkiewska 15. 9076 (583, 1245, 832, 1268)
list-item: SKRADZIONO torebkę z dokumentami w dworcu Łyczakowskim dnia 22. 9. br. na nazwisko Irena Zimniak, metrykę urodzenia na nazwisko Irena Doplico i różne zgłosz. Oddać za wynagrodzeniem, Zapolskiej nr 22. (1109, 706, 1358, 768)
list-item: SKRADZIONO dnia 24. września dowód osobisty, matrykę, Wołanin Ludwik, wyd. przez Hrubieszów. (846, 1437, 1095, 1461)
list-item: POSZUKUJEMY kwalifikowanych i niekwalifikowanych robotników budowlanych. KOPERNIKA 23. 8850 (583, 873, 832, 910)
list-item: KUPIĘ zaraz zniesione dzielnice nr 25 i 26, ul. Sapiehy 5, parter prawo, od godz. 10—1 i 3—5. 8935 (321, 995, 570, 1032)
list-item: KOREPETYCJE nauczyciela jęz. niemieckiego dla konwersacji G. L. 9135 (583, 684, 832, 708)
list-item: FILATELIŚCI! OBSŁUGA Nowości Filatelistycznych w Abonamencie w skrócie „ONFA” we Lwowie zapewnia na życzenie oraz w sklepie. Dom Handlowy „PIONIER” Stryj, Kraków, ul. Szlaka 5, telefon 122—42. 2761 (1366, 1264, 1609, 1326)
box-text: Transporty samochodowe i kolejowe do wszystkich miast Generalnego Gubernatorstwa. (1385, 203, 1590, 254)
list-item: SPRZEDAM okazyjnie pianino (sprawne) mała, ładne (na średnią), Poczem dziennie: Tatarska 10, m. 5 (mezanin) popołudniu, od godz. 1-szej. (321, 790, 570, 826)
section-header-wolne-posady: WOLNE POSADY (583, 717, 832, 738)
ads-list (321, 354, 570, 1244)
list-item: ODNAJMĘ 2—3 pokoje, komfort. Listy Gaz. Lw. 9134 (583, 258, 832, 282)
box-address: Lwów, ulica Słowackiego 5 Telefon 210-48. (1389, 689, 1586, 721)
zguby-list (846, 950, 1095, 1462)
list-item: PIERWSZORZĘDNA szkoła tańców, Piłsudskiego 11, Irauth Bryś, przyjmuje zapisy na kursa i szkołę, za urzędowem zezwoleniem. 8923 (583, 563, 832, 599)
list-item: SKRADZIONO dnia 22. 9. 1942 r. kartę tramwajową i Ausweis na nazwisko MOSKWIAK ANNA, Pasaż Pellerów 5, lub Stanisława 16. 8931 (846, 982, 1095, 1019)
list-item: STOLARZ szuka pracy wieczorem, Batorego 1, 22, mieszkanie 10, parter w oficynach. 9044 (846, 844, 1095, 868)
list-item: PRZYJMĘ do pracowni krawieckiej pomocnicę krawiecką. Zyblikiewicza nr 37 Berezowski. (846, 405, 1095, 429)
list-item: ZGUBIONO Ausweis dnia 21. 9. na nazwisko Janina Szumawska na kartę pracy — Elsenbahn Ausbesserungswerk. (1109, 392, 1358, 429)
list-item: URZĘDNICZKA poszukuje pokoju wejściem, własnym wejściem. Zgłoszenia KASA „GAZETY LWOWSKIEJ”. (321, 1281, 570, 1317)
lokale-list (321, 1280, 570, 1715)
list-item: SZUKAM spółnika do przedsiębiorstwa, kapitał. Listy G. L. 9218 (1109, 1318, 1358, 1342)
list-item: CHIROMANTA Johann, przyjmuje codziennie: Kościuszki 20, I. p., drzwi 2, ganek, na prawo. 9291 (1109, 940, 1358, 964)
list-item: Dr. M. ŚWIĄTKIEWICZ ordynuje w chorobach skórnych i wenerycznych, Lwów, ul. Długosza 7, od godz. 3—5. (61, 891, 310, 928)
box-title: PIEKARNIA WILHELMA SCHIRMERA ul. Aleksandrowicza 3, (1376, 751, 1599, 777)
list-item: POSZUKUJEMY SZOFERA dobrego, z językiem niemieckim. Zgłoszenia Lemberg, Filia we Lwowie. 3785 (583, 1321, 832, 1358)
list-item: KONC. BIURO Dra E. GRIEGA — SYKSTUSKA 14, wykonuje: TŁUMACZENIA, PRZEPISYWANIE NA MASZYNIE, PODANIA, prace naukowo-techniczne. (1109, 1074, 1358, 1111)
header-announcement (61, 53, 570, 308)
list-item: PUDERKĘ elektryczną 110 volt zakupię. Grochowska 5. 9061 (1109, 1382, 1358, 1406)
list-item: PARCELĘ pół morgi sprzedam w Lubieniu Wielkim, 500 metr. od st. kol. Listy Gaz. Lw. 8788 (61, 1298, 310, 1322)
list-item: PIEKARNIA JANA SOCHACKIEGO REJESTRACJA chleba na październik, rozpoczyna się od 25. 9. 1942. Ul. Sommerteinstrasse (Zamarstynow 150), dom Haufta; III. w Sommerteinstrasse, ul. Gliny Hołosko Wielkie. 9066 (1109, 1004, 1358, 1066)
list-item: ZGUBIONO paszport, — Fiałkowska Bronisława, ul. Leona Sapiehy nr 73 mieszkanie 6. 9150 (1109, 501, 1358, 525)
box-title: „GALICIA” (1431, 605, 1545, 630)
list-item: KUPIĘ zużyte klisze rentgenowskie płace najwyższe ceny. Kröser, ulica Śniadeckich 8, mieszk. 2. (321, 758, 570, 782)
list-item: WRÓŻKA ROMA przyjmuje Długosza 11 II. piętro, m. 17. Przyjdź, przeczytaj listy żołnierzy. 8653 (1366, 1066, 1609, 1090)
list-item: DENTYSTYCZNY ZAKŁAD czynny od 3—7, DZIAŁYŃSKICH 3. 3418 (61, 981, 310, 1004)
list-item: Dr. T. LORENZ specjalista chor. nerek, pęcherza i dróg moczopłciowych od 4-6, Lwów, Kluczyńska 11/3. 3781 (61, 1058, 310, 1094)
list-item: DOMKU z ogrodem ewentualnie dwa pokoje, kuchnia, potrzebny od zaraz. Wskazanie wynagrodzę. Listy do Adm. Gaz. Lw. 9111 (583, 143, 832, 179)
list-item: GINEKOLOG i AKUSZER dr. JAN KILAR, ordynuje jak dawniej, Lwów ul. Sapiehy 89. Tel. 235—18. 3482 (61, 1013, 310, 1049)
list-item: NIEWIDOMY WRÓŻBITA przyjmuje codziennie. ZADWÓRZAŃSKA 90. (1366, 1232, 1609, 1256)
